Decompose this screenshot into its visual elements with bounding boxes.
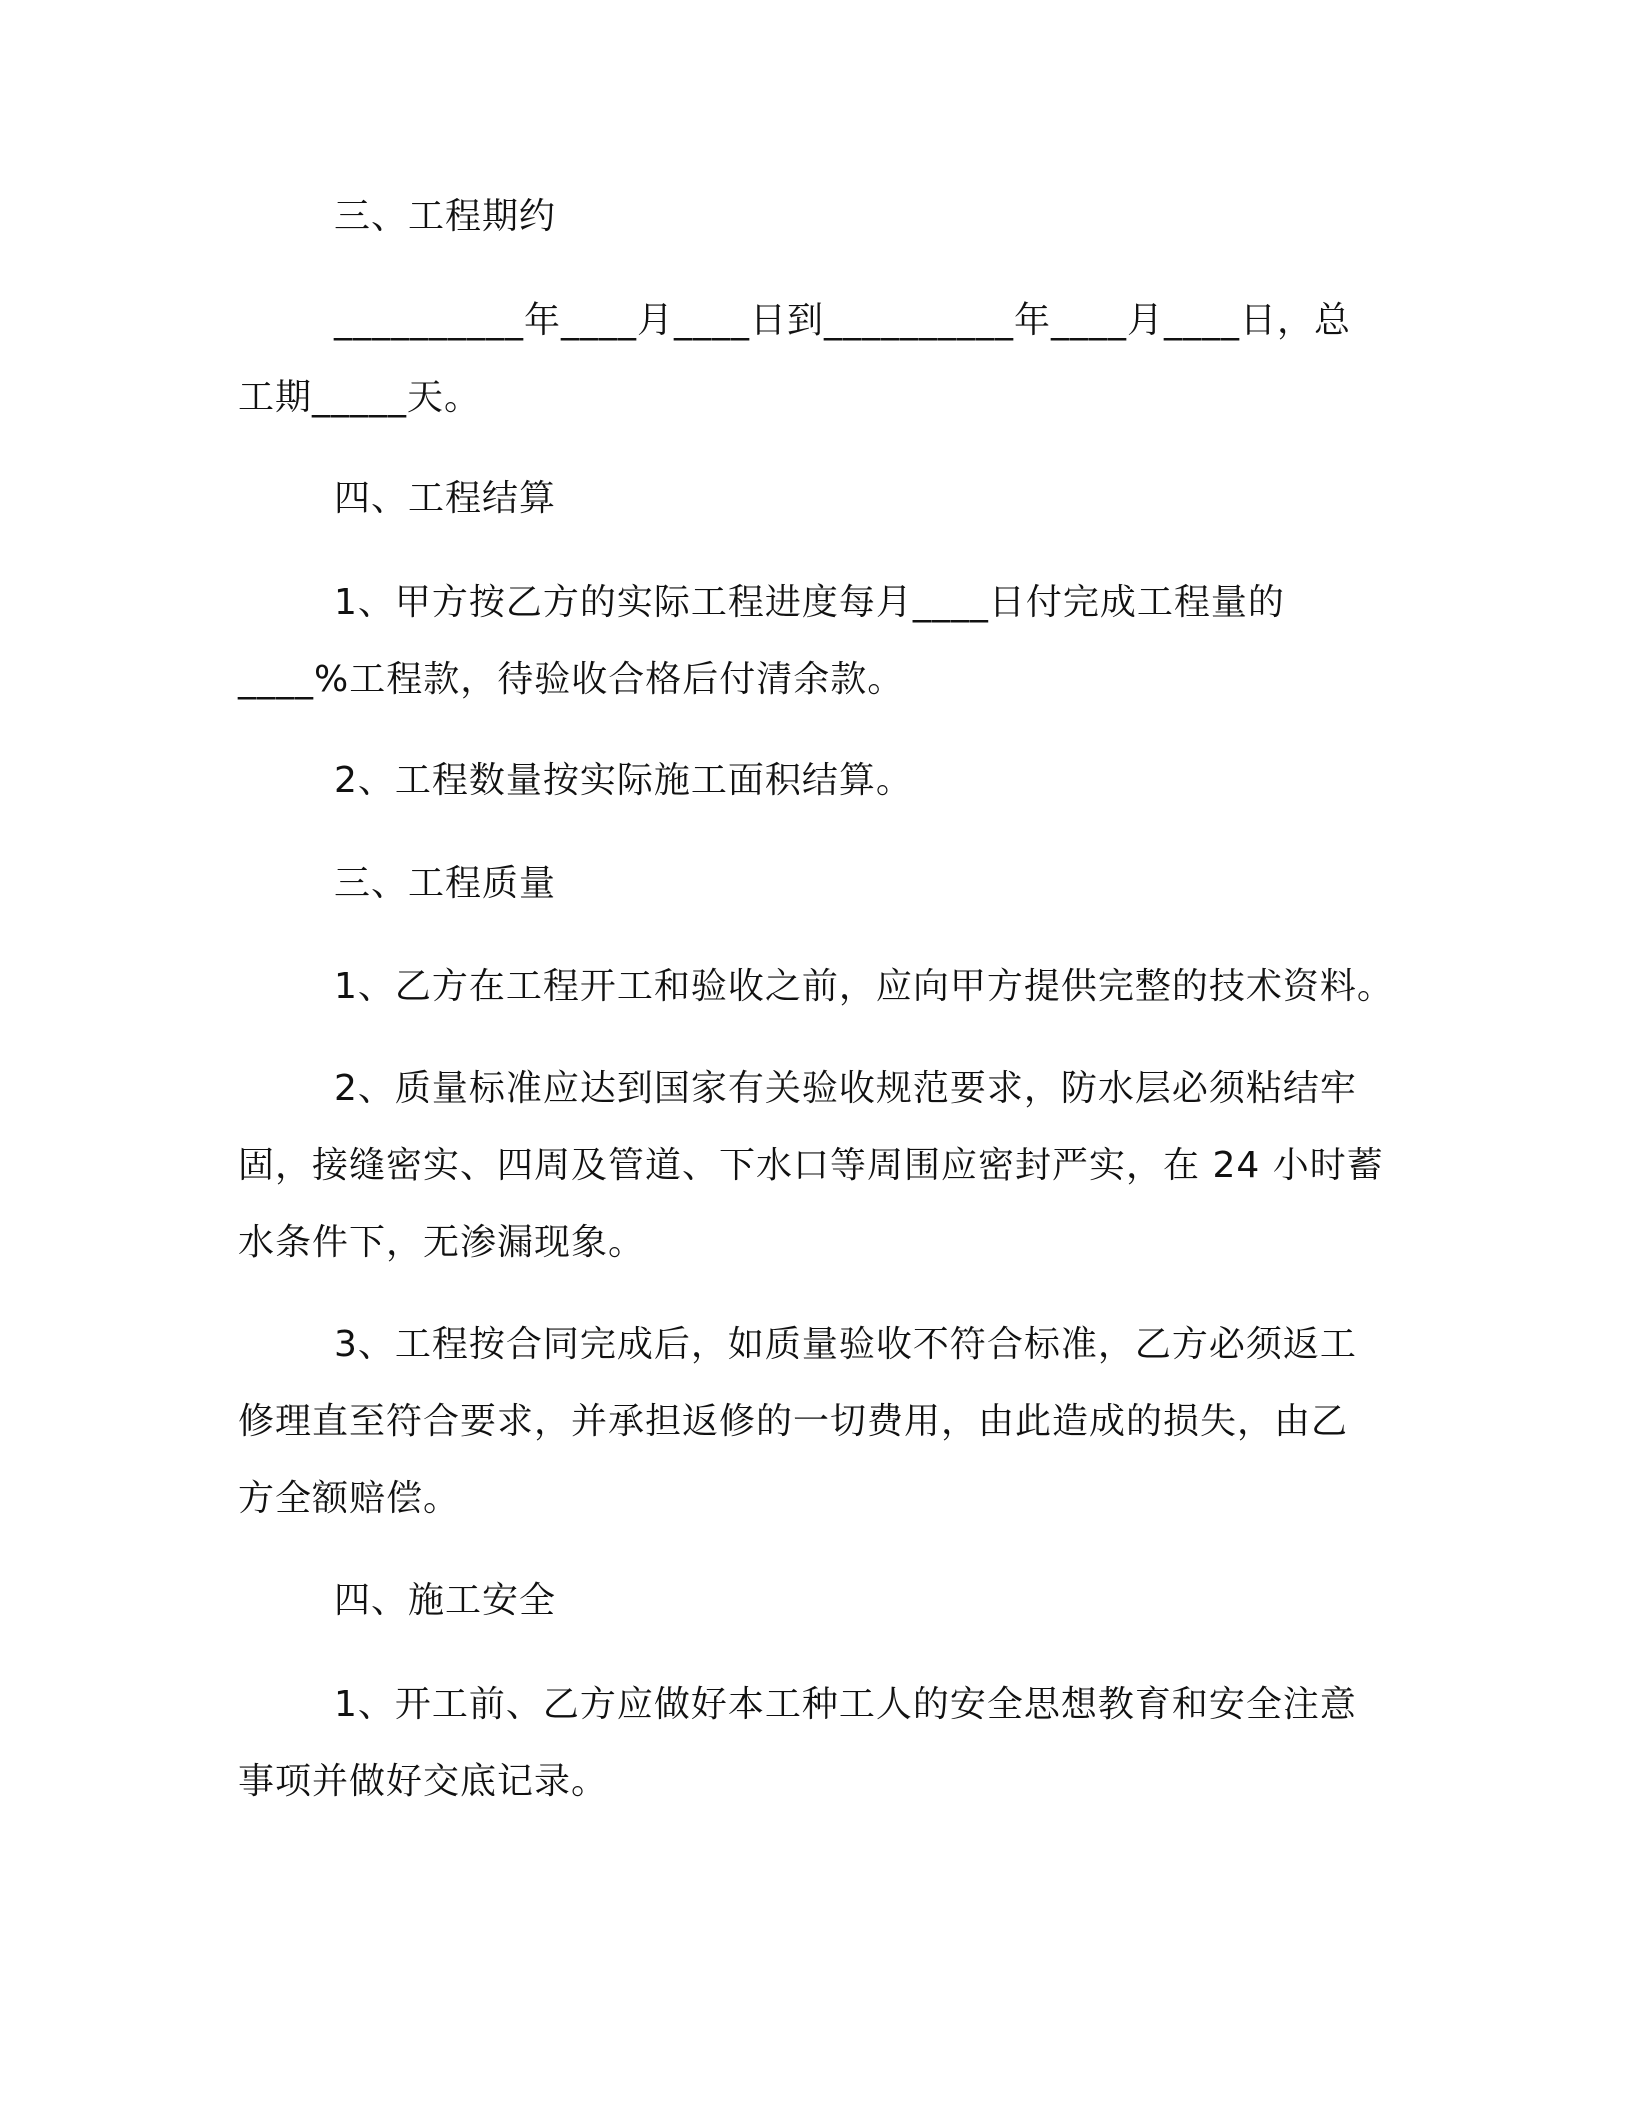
paragraph-quality-1 (238, 948, 1398, 1025)
text-line: 3、工程按合同完成后，如质量验收不符合标准，乙方必须返工 (334, 1324, 1357, 1365)
paragraph-quality-3 (238, 1306, 1398, 1537)
section-heading-safety (334, 1562, 1394, 1639)
paragraph-quality-2 (238, 1050, 1398, 1281)
section-heading-schedule (334, 178, 1394, 255)
text-line: 三、工程期约 (334, 196, 557, 237)
paragraph-safety-1 (238, 1666, 1398, 1820)
text-line: 2、质量标准应达到国家有关验收规范要求，防水层必须粘结牢 (334, 1068, 1357, 1109)
text-line: 1、开工前、乙方应做好本工种工人的安全思想教育和安全注意 (334, 1684, 1357, 1725)
text-line: 2、工程数量按实际施工面积结算。 (334, 760, 913, 801)
text-line: 固，接缝密实、四周及管道、下水口等周围应密封严实，在 24 小时蓄 (238, 1145, 1384, 1186)
paragraph-settlement-2 (238, 742, 1398, 819)
text-line: 1、乙方在工程开工和验收之前，应向甲方提供完整的技术资料。 (334, 966, 1394, 1007)
text-line: __________年____月____日到__________年____月____日，总 (334, 300, 1352, 341)
section-heading-quality (334, 845, 1394, 922)
text-line: 四、工程结算 (334, 478, 557, 519)
text-line: 修理直至符合要求，并承担返修的一切费用，由此造成的损失，由乙 (238, 1401, 1349, 1442)
text-line: 方全额赔偿。 (238, 1478, 461, 1519)
text-line: 事项并做好交底记录。 (238, 1761, 609, 1802)
text-line: 工期_____天。 (238, 377, 482, 418)
text-line: 三、工程质量 (334, 863, 557, 904)
text-line: 水条件下，无渗漏现象。 (238, 1222, 646, 1263)
paragraph-settlement-1 (238, 564, 1398, 718)
text-line: 1、甲方按乙方的实际工程进度每月____日付完成工程量的 (334, 582, 1285, 623)
section-heading-settlement (334, 460, 1394, 537)
text-line: 四、施工安全 (334, 1580, 557, 1621)
paragraph-schedule-dates (238, 282, 1398, 436)
text-line: ____%工程款，待验收合格后付清余款。 (238, 659, 905, 700)
